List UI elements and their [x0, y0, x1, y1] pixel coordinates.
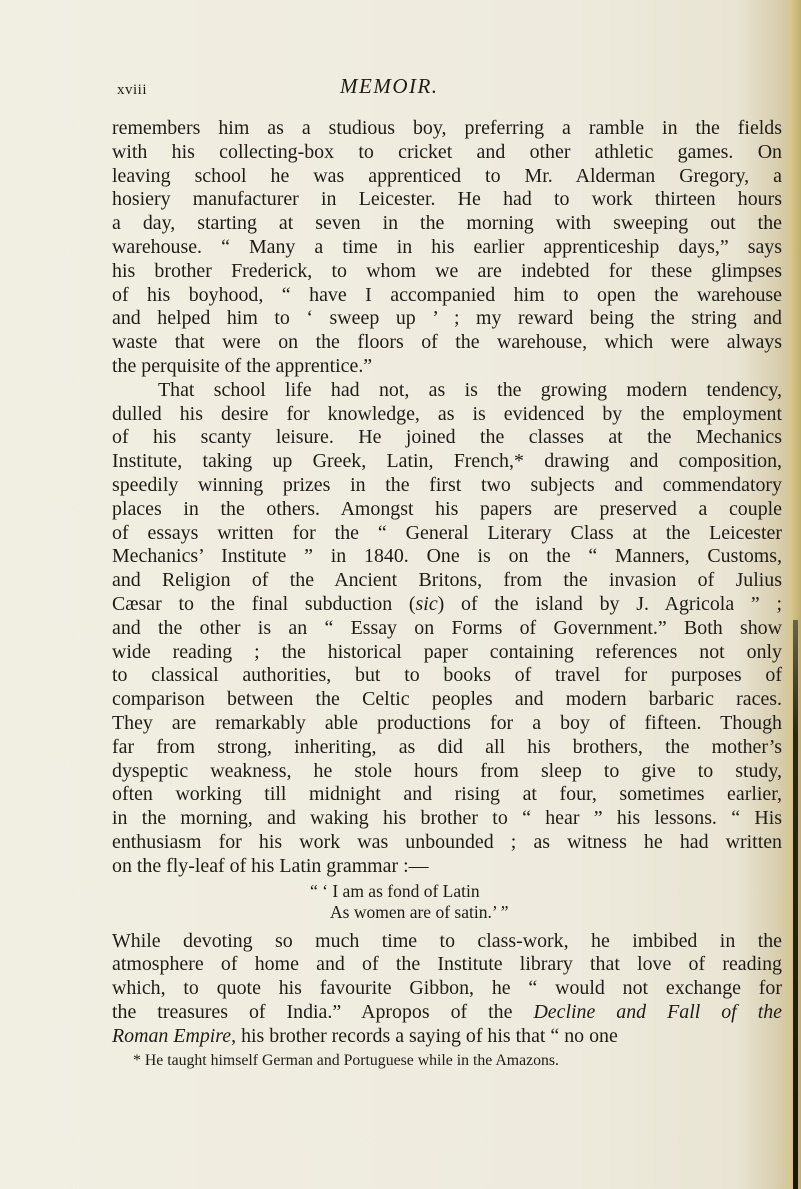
text-line: dyspeptic weakness, he stole hours from sleep to give to study, [112, 759, 782, 782]
text-line: hosiery manufacturer in Leicester. He had to work thirteen hours [112, 188, 782, 211]
verse-line: As women are of satin.’ ” [330, 902, 509, 922]
text-line: leaving school he was apprenticed to Mr. Alderman Gregory, a [112, 164, 782, 187]
text-line: dulled his desire for knowledge, as is evidenced by the employment [112, 402, 782, 425]
text-line: While devoting so much time to class-work, he imbibed in the [112, 929, 782, 952]
text-line: Roman Empire, his brother records a saying of his that “ no one [112, 1024, 618, 1047]
text-line: the treasures of India.” Apropos of the Decline and Fall of the [112, 1000, 782, 1023]
paragraph-3 [112, 930, 782, 1049]
text-line: wide reading ; the historical paper containing references not only [112, 640, 782, 663]
text-line: Cæsar to the final subduction (sic) of the island by J. Agricola ” ; [112, 592, 782, 615]
text-line: of essays written for the “ General Literary Class at the Leicester [112, 521, 782, 544]
footnote: * He taught himself German and Portuguese while in the Amazons. [133, 1052, 559, 1069]
text-line: to classical authorities, but to books of travel for purposes of [112, 664, 782, 687]
paragraph-2 [112, 379, 782, 879]
text-line: of his boyhood, “ have I accompanied him to open the warehouse [112, 283, 782, 306]
page-number: xviii [117, 82, 148, 98]
running-title: MEMOIR. [340, 74, 439, 98]
verse-quotation [112, 881, 782, 924]
text-line: and helped him to ‘ sweep up ’ ; my reward being the string and [112, 307, 782, 330]
text-line: on the fly-leaf of his Latin grammar :— [112, 854, 429, 877]
running-header [0, 72, 801, 102]
text-line: warehouse. “ Many a time in his earlier apprenticeship days,” says [112, 235, 782, 258]
page-edge-shadow [783, 0, 801, 1189]
text-line: with his collecting-box to cricket and other athletic games. On [112, 140, 782, 163]
paragraph-1 [112, 117, 782, 379]
body-text [112, 117, 782, 1048]
text-line: of his scanty leisure. He joined the classes at the Mechanics [112, 426, 782, 449]
text-line: Institute, taking up Greek, Latin, French,* drawing and composition, [112, 450, 782, 473]
text-line: his brother Frederick, to whom we are indebted for these glimpses [112, 259, 782, 282]
text-line: enthusiasm for his work was unbounded ; as witness he had written [112, 830, 782, 853]
text-line: the perquisite of the apprentice.” [112, 354, 373, 377]
text-line: which, to quote his favourite Gibbon, he “ would not exchange for [112, 977, 782, 1000]
text-line: and Religion of the Ancient Britons, from the invasion of Julius [112, 569, 782, 592]
verse-line: “ ‘ I am as fond of Latin [310, 880, 480, 901]
text-line: a day, starting at seven in the morning with sweeping out the [112, 212, 782, 235]
text-line: waste that were on the floors of the warehouse, which were always [112, 331, 782, 354]
text-line: far from strong, inheriting, as did all his brothers, the mother’s [112, 735, 782, 758]
text-line: often working till midnight and rising at four, sometimes earlier, [112, 783, 782, 806]
text-line: atmosphere of home and of the Institute library that love of reading [112, 953, 782, 976]
text-line: in the morning, and waking his brother to “ hear ” his lessons. “ His [112, 807, 782, 830]
text-line: That school life had not, as is the growing modern tendency, [158, 378, 782, 401]
text-line: remembers him as a studious boy, preferring a ramble in the fields [112, 117, 782, 139]
text-line: comparison between the Celtic peoples and modern barbaric races. [112, 688, 782, 711]
text-line: places in the others. Amongst his papers are preserved a couple [112, 497, 782, 520]
text-line: speedily winning prizes in the first two subjects and commendatory [112, 473, 782, 496]
binding-edge [793, 620, 798, 1189]
text-line: They are remarkably able productions for a boy of fifteen. Though [112, 711, 782, 734]
text-line: and the other is an “ Essay on Forms of Government.” Both show [112, 616, 782, 639]
text-line: Mechanics’ Institute ” in 1840. One is on the “ Manners, Customs, [112, 545, 782, 568]
